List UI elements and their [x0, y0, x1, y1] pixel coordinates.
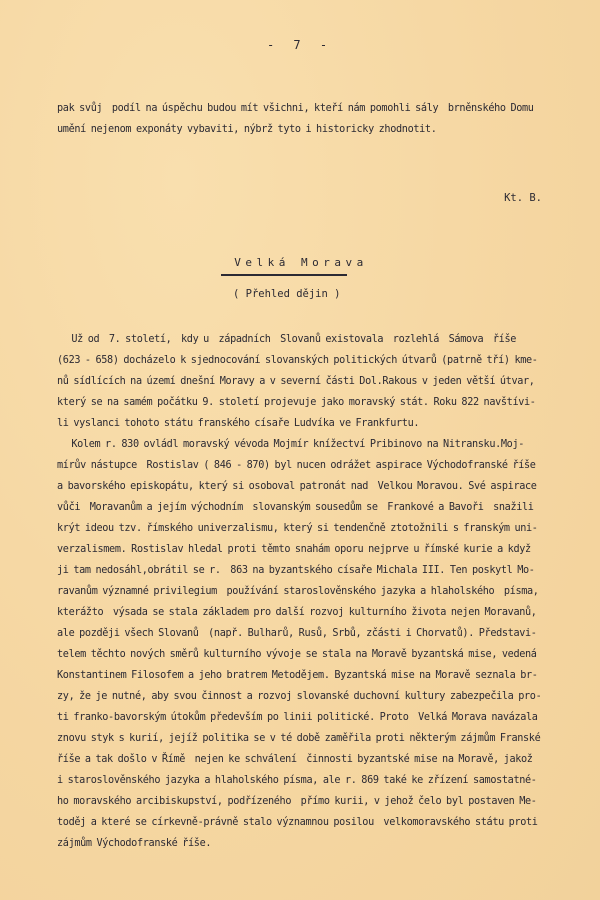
body-line: ravanům významné privilegium používání staroslověnského jazyka a hlaholského písma, [57, 586, 539, 597]
body-line: Kolem r. 830 ovládl moravský vévoda Mojmír knížectví Pribinovo na Nitransku.Moj- [57, 439, 525, 450]
body-line: vůči Moravanům a jejím východním slovanským sousedům se Frankové a Bavoři snažili [57, 502, 534, 513]
body-line: telem těchto nových směrů kulturního vývoje se stala na Moravě byzantská mise, vedená [57, 649, 537, 660]
body-line: ho moravského arcibiskupství, podřízeného přímo kurii, v jehož čelo byl postaven Me- [57, 796, 537, 807]
page-number: - 7 - [266, 38, 334, 52]
intro-line: pak svůj podíl na úspěchu budou mít všichni, kteří nám pomohli sály brněnského Domu [57, 103, 534, 114]
body-line: verzalismem. Rostislav hledal proti těmto snahám oporu nejprve u římské kurie a když [57, 544, 531, 555]
bleed-through-marks [8, 226, 88, 306]
body-line: říše a tak došlo v Římě nejen ke schválení činnosti byzantské mise na Moravě, jakož [57, 754, 533, 765]
body-line: Konstantinem Filosofem a jeho bratrem Metodějem. Byzantská mise na Moravě seznala br- [57, 670, 538, 681]
body-line: zy, že je nutné, aby svou činnost a rozvoj slovanské duchovní kultury zabezpečila pro- [57, 691, 542, 702]
body-line: i staroslověnského jazyka a hlaholského písma, ale r. 869 také ke zřízení samostatné- [57, 775, 537, 786]
body-line: toděj a které se církevně-právně stalo významnou posilou velkomoravského státu proti [57, 817, 538, 828]
body-line: zájmům Východofranské říše. [57, 838, 212, 849]
body-line: znovu styk s kurií, jejíž politika se v té době zaměřila proti některým zájmům Franské [57, 733, 541, 744]
body-line: krýt ideou tzv. římského univerzalismu, který si tendenčně ztotožnili s franským uni- [57, 523, 538, 534]
body-line: který se na samém počátku 9. století projevuje jako moravský stát. Roku 822 navštívi- [57, 397, 536, 408]
body-line: nů sídlících na území dnešní Moravy a v severní části Dol.Rakous v jeden větší útvar, [57, 376, 535, 387]
body-line: ji tam nedosáhl,obrátil se r. 863 na byzantského císaře Michala III. Ten poskytl Mo- [57, 565, 535, 576]
body-line: (623 - 658) docházelo k sjednocování slovanských politických útvarů (patrně tří) kme- [57, 355, 538, 366]
intro-line: umění nejenom exponáty vybaviti, nýbrž tyto i historicky zhodnotit. [57, 124, 437, 135]
catalog-reference: Kt. B. [504, 192, 542, 204]
section-subtitle: ( Přehled dějin ) [233, 288, 341, 300]
body-line: a bavorského episkopátu, který si osoboval patronát nad Velkou Moravou. Své aspirace [57, 481, 537, 492]
body-line: Už od 7. století, kdy u západních Slovanů existovala rozlehlá Sámova říše [57, 334, 517, 345]
body-line: mírův nástupce Rostislav ( 846 - 870) byl nucen odrážet aspirace Východofranské říše [57, 460, 536, 471]
title-underline [221, 274, 347, 276]
body-line: kterážto výsada se stala základem pro další rozvoj kulturního života nejen Moravanů, [57, 607, 537, 618]
body-line: ti franko-bavorským útokům především po linii politické. Proto Velká Morava navázala [57, 712, 538, 723]
section-title: Velká Morava [234, 256, 368, 269]
body-line: li vyslanci tohoto státu franského císaře Ludvíka ve Frankfurtu. [57, 418, 420, 429]
body-line: ale později všech Slovanů (např. Bulharů, Rusů, Srbů, zčásti i Chorvatů). Představi- [57, 628, 537, 639]
